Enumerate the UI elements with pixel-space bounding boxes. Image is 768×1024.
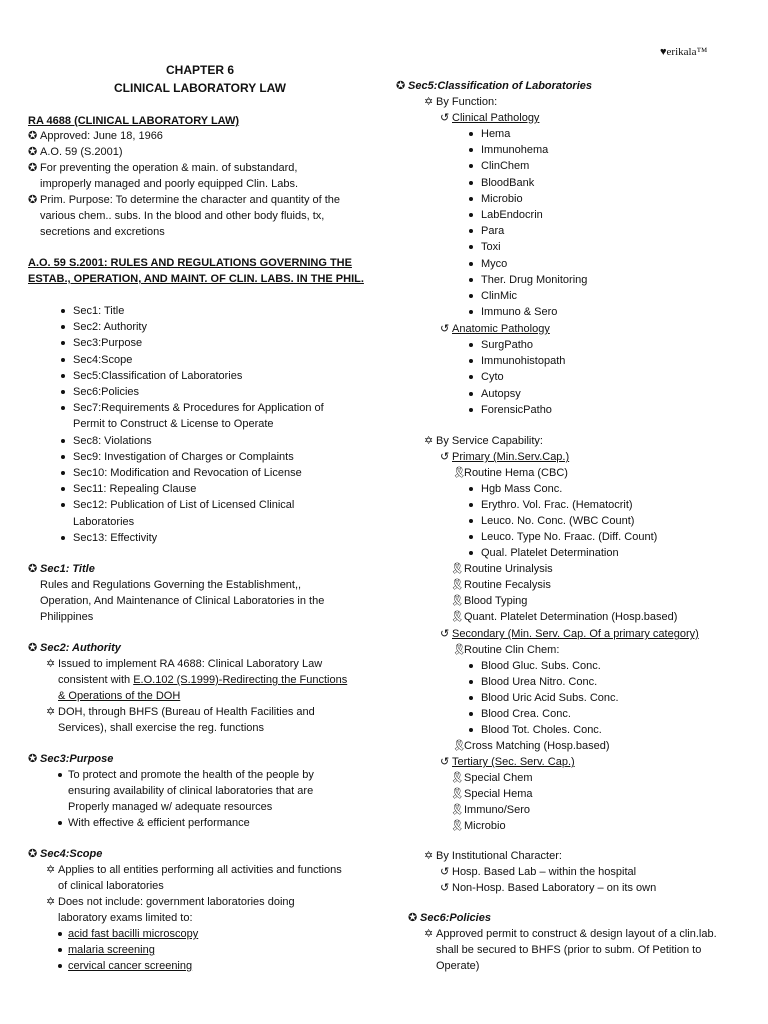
list-item: Immuno & Sero (481, 306, 558, 319)
bullet (61, 374, 65, 378)
list-item: BloodBank (481, 176, 535, 189)
list-item: Sec11: Repealing Clause (73, 483, 197, 496)
routine-hema: 🎗Routine Hema (CBC) (452, 467, 568, 479)
list-item: LabEndocrin (481, 209, 543, 221)
list-item: Blood Tot. Choles. Conc. (481, 724, 602, 736)
scope-item: acid fast bacilli microscopy (68, 928, 199, 940)
sec1-text: Rules and Regulations Governing the Establishment,, (40, 579, 302, 591)
sec6-text: ✡ Approved permit to construct & design layout of a clin.lab. (424, 928, 717, 940)
bullet (469, 310, 473, 314)
list-item: Immuno/Sero (464, 804, 531, 816)
sec2-text: consistent with E.O.102 (S.1999)-Redirecting the Functions (58, 674, 348, 686)
sec4-text: ✡ Applies to all entities performing all activities and functions (46, 864, 342, 876)
flower-icon: ✪ (28, 753, 38, 765)
inst-item: ↺ Hosp. Based Lab – within the hospital (440, 866, 637, 878)
bullet (469, 197, 473, 201)
sec3-text: To protect and promote the health of the people by (68, 769, 314, 781)
list-item: Hgb Mass Conc. (481, 483, 563, 495)
flower-icon: ✪ (28, 563, 38, 575)
bullet (469, 294, 473, 298)
bullet (469, 551, 473, 555)
list-item: Routine Urinalysis (464, 563, 553, 575)
arrow-icon: ↺ (440, 756, 450, 768)
bullet (469, 535, 473, 539)
list-item: Toxi (481, 241, 501, 254)
ra-item: ✪ For preventing the operation & main. of substandard, (28, 162, 298, 174)
list-item: Sec3:Purpose (73, 337, 143, 350)
bullet (469, 664, 473, 668)
tertiary: ↺ Tertiary (Sec. Serv. Cap.) (440, 756, 575, 768)
list-item: Immunohema (481, 144, 549, 157)
ra-item: ✪ A.O. 59 (S.2001) (28, 146, 123, 158)
bullet (469, 696, 473, 700)
star-icon: ✡ (424, 96, 434, 108)
list-item: ClinMic (481, 290, 518, 302)
ra-heading: RA 4688 (CLINICAL LABORATORY LAW) (28, 115, 240, 127)
bullet (61, 341, 65, 345)
list-item: Microbio (464, 820, 506, 832)
sec4-heading: ✪ Sec4:Scope (28, 848, 103, 860)
list-item: Sec7:Requirements & Procedures for Application of (73, 402, 324, 415)
sec4-text: laboratory exams limited to: (58, 912, 193, 924)
list-item: ClinChem (481, 160, 530, 173)
list-item: Cyto (481, 371, 504, 384)
sec2-text: & Operations of the DOH (58, 690, 181, 702)
list-item: Blood Gluc. Subs. Conc. (481, 660, 601, 672)
star-icon: ✡ (424, 928, 434, 940)
bullet (469, 245, 473, 249)
ribbon-icon: 🎗 (450, 579, 464, 591)
bullet (469, 164, 473, 168)
bullet (61, 406, 65, 410)
list-item: Blood Uric Acid Subs. Conc. (481, 692, 619, 704)
bullet (61, 536, 65, 540)
ra-item: ✪ Prim. Purpose: To determine the character and quantity of the (28, 194, 341, 206)
arrow-icon: ↺ (440, 628, 450, 640)
arrow-icon: ↺ (440, 451, 450, 463)
ribbon-icon: 🎗 (450, 820, 464, 832)
bullet (469, 278, 473, 282)
bullet (61, 487, 65, 491)
list-item: Sec4:Scope (73, 353, 133, 366)
bullet (469, 487, 473, 491)
sec5-heading: ✪ Sec5:Classification of Laboratories (396, 80, 592, 92)
list-item: Leuco. No. Conc. (WBC Count) (481, 515, 635, 527)
list-item: Special Hema (464, 788, 533, 800)
list-item: Laboratories (73, 515, 135, 528)
sec6-heading: ✪ Sec6:Policies (408, 912, 491, 924)
list-item: Leuco. Type No. Fraac. (Diff. Count) (481, 531, 658, 543)
list-item: Permit to Construct & License to Operate (73, 418, 274, 431)
bullet (469, 181, 473, 185)
by-institution: ✡ By Institutional Character: (424, 850, 562, 862)
list-item: Blood Typing (464, 595, 528, 607)
bullet (58, 964, 62, 968)
list-item: SurgPatho (481, 339, 533, 351)
bullet (58, 948, 62, 952)
sec3-text: Properly managed w/ adequate resources (68, 801, 273, 813)
list-item: Sec1: Title (73, 305, 125, 317)
sec6-text: Operate) (436, 960, 480, 972)
scope-item: malaria screening (68, 944, 155, 956)
bullet (61, 439, 65, 443)
bullet (469, 408, 473, 412)
bullet (469, 343, 473, 347)
sec1-heading: ✪ Sec1: Title (28, 563, 95, 575)
bullet (61, 358, 65, 362)
star-icon: ✪ (28, 194, 38, 206)
by-function: ✡ By Function: (424, 96, 498, 108)
bullet (469, 375, 473, 379)
ribbon-icon: 🎗 (452, 740, 466, 752)
list-item: Myco (481, 257, 508, 270)
flower-icon: ✪ (28, 848, 38, 860)
list-item: Microbio (481, 192, 523, 205)
list-item: Autopsy (481, 387, 521, 400)
bullet (469, 680, 473, 684)
flower-icon: ✪ (28, 642, 38, 654)
clinical-pathology: ↺ Clinical Pathology (440, 112, 540, 124)
sec3-text: With effective & efficient performance (68, 817, 250, 829)
arrow-icon: ↺ (440, 323, 450, 335)
list-item: Quant. Platelet Determination (Hosp.based) (464, 611, 678, 623)
bullet (469, 503, 473, 507)
ribbon-icon: 🎗 (450, 595, 464, 607)
bullet (61, 503, 65, 507)
bullet (469, 359, 473, 363)
sec6-text: shall be secured to BHFS (prior to subm. Of Petition to (436, 944, 702, 956)
ra-item-cont: improperly managed and poorly equipped Clin. Labs. (40, 178, 299, 190)
sec2-text: ✡ Issued to implement RA 4688: Clinical Laboratory Law (46, 658, 323, 670)
chapter-title: CLINICAL LABORATORY LAW (114, 81, 286, 95)
routine-clin-chem: 🎗Routine Clin Chem: (452, 644, 560, 656)
list-item: Blood Urea Nitro. Conc. (481, 676, 598, 688)
primary: ↺ Primary (Min.Serv.Cap.) (440, 451, 570, 463)
ribbon-icon: 🎗 (452, 644, 466, 656)
sec1-text: Philippines (40, 611, 94, 623)
ribbon-icon: 🎗 (450, 611, 464, 623)
sec2-text: Services), shall exercise the reg. functions (58, 722, 265, 734)
chapter-label: CHAPTER 6 (165, 63, 234, 77)
arrow-icon: ↺ (440, 866, 450, 878)
bullet (469, 262, 473, 266)
list-item: Sec12: Publication of List of Licensed Clinical (73, 499, 295, 512)
sec3-heading: ✪ Sec3:Purpose (28, 753, 114, 765)
arrow-icon: ↺ (440, 882, 450, 894)
bullet (58, 932, 62, 936)
bullet (61, 455, 65, 459)
list-item: Routine Fecalysis (464, 579, 551, 591)
star-icon: ✡ (424, 435, 434, 447)
ribbon-icon: 🎗 (450, 563, 464, 575)
arrow-icon: ↺ (440, 112, 450, 124)
sec2-heading: ✪ Sec2: Authority (28, 642, 121, 654)
watermark: ♥erikala™ (660, 46, 708, 58)
bullet (469, 132, 473, 136)
by-service: ✡ By Service Capability: (424, 435, 543, 447)
star-icon: ✡ (46, 706, 56, 718)
list-item: Sec6:Policies (73, 386, 140, 398)
bullet (61, 325, 65, 329)
list-item: Immunohistopath (481, 355, 566, 368)
flower-icon: ✪ (408, 912, 418, 924)
list-item: Sec9: Investigation of Charges or Complaints (73, 450, 294, 463)
list-item: Sec13: Effectivity (73, 531, 158, 544)
scope-item: cervical cancer screening (68, 960, 193, 972)
bullet (469, 229, 473, 233)
ao-heading: A.O. 59 S.2001: RULES AND REGULATIONS GOVERNING THE (28, 257, 352, 269)
inst-item: ↺ Non-Hosp. Based Laboratory – on its own (440, 882, 657, 894)
bullet (469, 728, 473, 732)
sec4-text: ✡ Does not include: government laboratories doing (46, 896, 295, 908)
star-icon: ✡ (424, 850, 434, 862)
ao-heading: ESTAB., OPERATION, AND MAINT. OF CLIN. LABS. IN THE PHIL. (28, 273, 364, 285)
ra-item-cont: various chem.. subs. In the blood and other body fluids, tx, (40, 210, 325, 222)
ra-item-cont: secretions and excretions (40, 226, 165, 238)
list-item: Ther. Drug Monitoring (481, 273, 588, 286)
bullet (61, 471, 65, 475)
sec3-text: ensuring availability of clinical laboratories that are (68, 785, 314, 797)
bullet (469, 148, 473, 152)
list-item: ForensicPatho (481, 403, 552, 416)
list-item: Sec10: Modification and Revocation of License (73, 467, 302, 479)
list-item: Sec8: Violations (73, 434, 152, 447)
star-icon: ✡ (46, 658, 56, 670)
sec1-text: Operation, And Maintenance of Clinical Laboratories in the (40, 595, 325, 607)
cross-matching: 🎗Cross Matching (Hosp.based) (452, 740, 610, 752)
sec4-text: of clinical laboratories (58, 880, 164, 892)
ribbon-icon: 🎗 (452, 467, 466, 479)
star-icon: ✡ (46, 864, 56, 876)
bullet (61, 390, 65, 394)
list-item: Sec5:Classification of Laboratories (73, 369, 243, 382)
list-item: Hema (481, 128, 511, 140)
sec2-text: ✡ DOH, through BHFS (Bureau of Health Facilities and (46, 706, 315, 718)
bullet (61, 309, 65, 313)
bullet (58, 773, 62, 777)
bullet (469, 213, 473, 217)
ribbon-icon: 🎗 (450, 772, 464, 784)
list-item: Erythro. Vol. Frac. (Hematocrit) (481, 499, 633, 511)
list-item: Para (481, 225, 505, 238)
ra-item: ✪ Approved: June 18, 1966 (28, 130, 163, 142)
flower-icon: ✪ (28, 162, 38, 174)
flower-icon: ✪ (28, 146, 38, 158)
list-item: Special Chem (464, 772, 533, 784)
list-item: Qual. Platelet Determination (481, 547, 619, 559)
ribbon-icon: 🎗 (450, 788, 464, 800)
list-item: Sec2: Authority (73, 321, 147, 334)
bullet (58, 821, 62, 825)
ribbon-icon: 🎗 (450, 804, 464, 816)
flower-icon: ✪ (28, 130, 38, 142)
anatomic-pathology: ↺ Anatomic Pathology (440, 323, 550, 335)
star-icon: ✡ (46, 896, 56, 908)
bullet (469, 392, 473, 396)
secondary: ↺ Secondary (Min. Serv. Cap. Of a primary category) (440, 628, 699, 640)
bullet (469, 712, 473, 716)
bullet (469, 519, 473, 523)
list-item: Blood Crea. Conc. (481, 708, 571, 720)
flower-icon: ✪ (396, 80, 406, 92)
